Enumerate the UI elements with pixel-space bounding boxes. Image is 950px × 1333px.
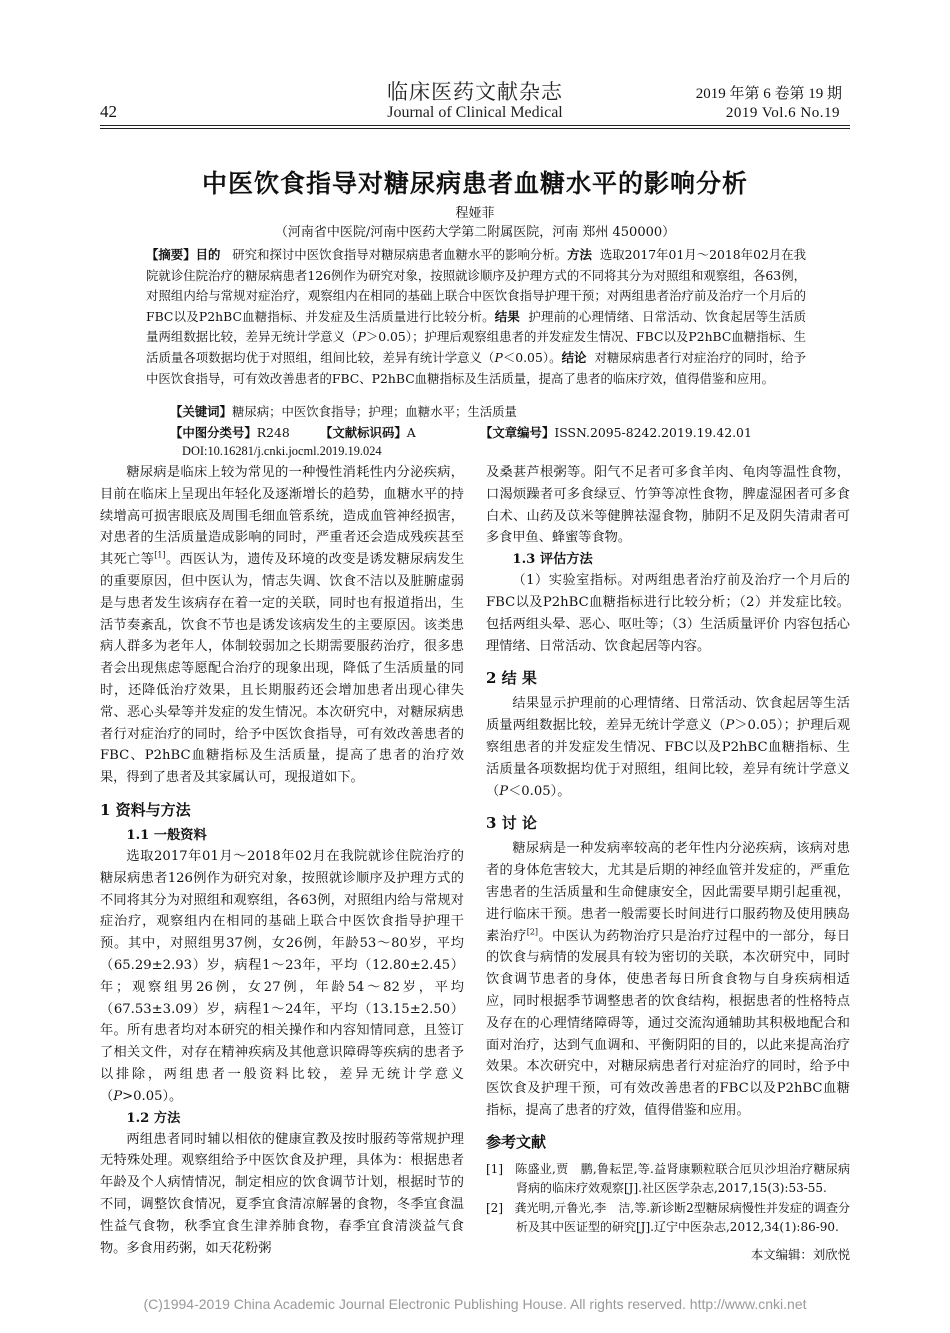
references-heading: 参考文献 [486, 1132, 547, 1151]
abstract-label: 【摘要】 [146, 247, 196, 262]
p-value-symbol: P [113, 1088, 123, 1104]
p-value-symbol: P [357, 329, 366, 345]
section-3-paragraph [486, 838, 850, 1121]
clc-value: R248 [256, 425, 290, 440]
section-1-3-paragraph: （1）实验室指标。对两组患者治疗前及治疗一个月后的FBC以及P2hBC血糖指标进行比较分析；（2）并发症比较。包括两组头晕、恶心、呕吐等；（3）生活质量评价 内容包括心理情绪、日常活动、饮食起居等内容。 [486, 573, 850, 654]
header-rule-thick [100, 125, 850, 126]
page-number: 42 [100, 102, 117, 121]
section-1-heading: 1 资料与方法 [100, 800, 191, 819]
reference-number: [1] [486, 1161, 503, 1176]
abstract-conclusion: 对糖尿病患者行对症治疗的同时，给予中医饮食指导，可有效改善患者的FBC、P2hBC血糖指标及生活质量，提高了患者的临床疗效，值得借鉴和应用。 [146, 349, 807, 386]
abstract-purpose: 研究和探讨中医饮食指导对糖尿病患者血糖水平的影响分析。 [232, 247, 568, 262]
doc-code-value: A [406, 425, 416, 440]
journal-name-en: Journal of Clinical Medical [387, 104, 563, 121]
p-value-symbol: P [725, 718, 735, 734]
p-value-symbol: P [499, 783, 509, 799]
reference-item [486, 1199, 850, 1238]
abstract-conclusion-label: 结论 [561, 349, 587, 365]
abstract-result: ＜0.05）。 [502, 349, 562, 365]
left-column [100, 462, 464, 1259]
intro-text: 糖尿病是临床上较为常见的一种慢性消耗性内分泌疾病，目前在临床上呈现出年轻化及逐渐增长的趋势，血糖水平的持续增高可损害眼底及周围毛细血管系统，造成血管神经损害，对患者的生活质量造成影响的同时，严重者还会造成残疾甚至其死亡等 [100, 465, 464, 568]
clc-label: 【中图分类号】 [170, 425, 257, 440]
issue-info-cn: 2019 年第 6 卷第 19 期 [695, 86, 842, 102]
paragraph-text: >0.05）。 [122, 1088, 183, 1104]
abstract-method: 选取2017年01月～2018年02月在我院就诊住院治疗的糖尿病患者126例作为研究对象，按照就诊顺序及护理方式的不同将其分为对照组和观察组，各63例，对照组内给与常规对症治疗，观察组内在相同的基础上联合中医饮食指导护理干预；对两组患者治疗前及治疗一个月后的FBC以及P2hBC血糖指标、并发症及生活质量进行比较分析。 [146, 247, 807, 324]
article-id-value: ISSN.2095-8242.2019.19.42.01 [554, 425, 752, 440]
copyright-footer: (C)1994-2019 China Academic Journal Electronic Publishing House. All rights reserved. http://www.cnki.net [143, 1296, 807, 1312]
journal-name-cn: 临床医药文献杂志 [387, 80, 563, 104]
abstract-method-label: 方法 [567, 247, 592, 262]
doc-code-label: 【文献标识码】 [320, 425, 407, 440]
article-title: 中医饮食指导对糖尿病患者血糖水平的影响分析 [201, 169, 748, 198]
editor-credit: 本文编辑：刘欣悦 [750, 1246, 850, 1262]
paragraph-text: 糖尿病是一种发病率较高的老年性内分泌疾病，该病对患者的身体危害较大，尤其是后期的神经血管并发症的，严重危害患者的生活质量和生命健康安全，因此需要早期引起重视，进行临床干预。患者一般需要长时间进行口服药物及使用胰岛素治疗 [486, 841, 850, 944]
section-2-heading: 2 结 果 [486, 669, 537, 688]
intro-text: 。西医认为，遗传及环境的改变是诱发糖尿病发生的重要原因，但中医认为，情志失调、饮食不洁以及脏腑虚弱是与患者发生该病存在着一定的关联，同时也有报道指出，生活节奏紊乱，饮食不节也是诱发该病发生的主要原因。该类患病人群多为老年人，体制较弱加之长期需要服药治疗，很多患者会出现焦虑等愿配合治疗的现象出现，降低了生活质量的同时，还降低治疗效果，且长期服药还会增加患者出现心律失常、恶心头晕等并发症的发生情况。本次研究中，对糖尿病患者行对症治疗的同时，给予中医饮食指导，可有效改善患者的FBC、P2hBC血糖指标及生活质量，提高了患者的治疗效果，得到了患者及其家属认可，现报道如下。 [100, 552, 465, 786]
paragraph-text: ＜0.05）。 [508, 783, 571, 799]
abstract-purpose-label: 目的 [195, 247, 221, 262]
p-value-symbol: P [494, 349, 503, 365]
issue-info-en: 2019 Vol.6 No.19 [725, 105, 840, 121]
reference-item [486, 1160, 850, 1199]
reference-number: [2] [486, 1200, 503, 1215]
section-2-paragraph [486, 693, 850, 802]
keywords [170, 402, 810, 422]
section-3-heading: 3 讨 论 [486, 814, 537, 833]
citation-1: [1] [154, 550, 166, 560]
section-1-2-paragraph: 两组患者同时辅以相依的健康宣教及按时服药等常规护理无特殊处理。观察组给予中医饮食及护理，具体为：根据患者年龄及个人病情情况，制定相应的饮食调节计划，根据时节的不同，调整饮食情况，夏季宜食清凉解暑的食物，冬季宜食温性益气食物，秋季宜食生津养肺食物，春季宜食清淡益气食物。多食用药粥，如天花粉粥 [100, 1131, 464, 1256]
keywords-text: 糖尿病；中医饮食指导；护理；血糖水平；生活质量 [231, 404, 517, 419]
paragraph-text: ＞0.05）；护理后观察组患者的并发症发生情况、FBC以及P2hBC血糖指标、生活质量各项数据均优于对照组，组间比较，差异有统计学意义（ [486, 718, 851, 799]
reference-text: 陈盛业,贾 鹏,鲁耘罡,等.益肾康颗粒联合厄贝沙坦治疗糖尿病肾病的临床疗效观察[J].社区医学杂志,2017,15(3):53-55. [515, 1161, 850, 1196]
intro-paragraph [100, 462, 464, 789]
header-rule-thin [100, 128, 850, 129]
paragraph-text: 选取2017年01月～2018年02月在我院就诊住院治疗的糖尿病患者126例作为研究对象，按照就诊顺序及护理方式的不同将其分为对照组和观察组，各63例，对照组内给与常规对症治疗，观察组内在相同的基础上联合中医饮食指导护理干预。其中，对照组男37例，女26例，年龄53～80岁，平均（65.29±2.93）岁，病程1～23年，平均（12.80±2.45）年；观察组男26例，女27例，年龄54～82岁，平均（67.53±3.09）岁，病程1～24年，平均（13.15±2.50）年。所有患者均对本研究的相关操作和内容知情同意，且签订了相关文件，对存在精神疾病及其他意识障碍等疾病的患者予以排除，两组患者一般资料比较，差异无统计学意义（ [100, 848, 464, 1104]
article-id-label: 【文章编号】 [480, 425, 555, 440]
section-1-1-heading: 1.1 一般资料 [126, 827, 207, 843]
abstract-result: ＞0.05）；护理后观察组患者的并发症发生情况、FBC以及P2hBC血糖指标、生活质量各项数据均优于对照组，组间比较，差异有统计学意义（ [146, 329, 807, 365]
section-1-2-continued: 及桑葚芦根粥等。阳气不足者可多食羊肉、龟肉等温性食物，口渴烦躁者可多食绿豆、竹笋等凉性食物，脾虚湿困者可多食白术、山药及苡米等健脾祛湿食物，肺阴不足及阴失清肃者可多食甲鱼、蜂蜜等食物。 [486, 465, 850, 546]
abstract [146, 245, 806, 389]
article-author: 程娅菲 [455, 206, 495, 221]
right-column [486, 462, 850, 1265]
reference-text: 龚光明,亓鲁光,李 洁,等.新诊断2型糖尿病慢性并发症的调查分析及其中医证型的研究[J].辽宁中医杂志,2012,34(1):86-90. [514, 1200, 850, 1235]
article-affiliation: （河南省中医院/河南中医药大学第二附属医院，河南 郑州 450000） [274, 225, 676, 240]
section-1-3-heading: 1.3 评估方法 [512, 552, 593, 568]
citation-2: [2] [526, 927, 539, 937]
abstract-result: 护理前的心理情绪、日常活动、饮食起居等生活质量两组数据比较，差异无统计学意义（ [146, 308, 806, 345]
classification-line [170, 423, 810, 443]
doi: DOI:10.16281/j.cnki.jocml.2019.19.024 [182, 444, 382, 458]
keywords-label: 【关键词】 [170, 404, 232, 419]
section-1-1-paragraph [100, 846, 464, 1108]
abstract-result-label: 结果 [494, 308, 521, 324]
section-1-2-heading: 1.2 方法 [126, 1110, 181, 1126]
paragraph-text: 结果显示护理前的心理情绪、日常活动、饮食起居等生活质量两组数据比较，差异无统计学意义（ [486, 696, 850, 734]
paragraph-text: 。中医认为药物治疗只是治疗过程中的一部分，每日的饮食与病情的发展具有较为密切的关联，本次研究中，同时饮食调节患者的身体，使患者每日所食食物与自身疾病相适应，同时根据季节调整患者的饮食结构，根据患者的性格特点及存在的心理情绪障碍等，通过交流沟通辅助其积极地配合和面对治疗，达到气血调和、平衡阴阳的目的，以此来提高治疗效果。本次研究中，对糖尿病患者行对症治疗的同时，给予中医饮食及护理干预，可有效改善患者的FBC以及P2hBC血糖指标，提高了患者的疗效，值得借鉴和应用。 [486, 928, 851, 1118]
